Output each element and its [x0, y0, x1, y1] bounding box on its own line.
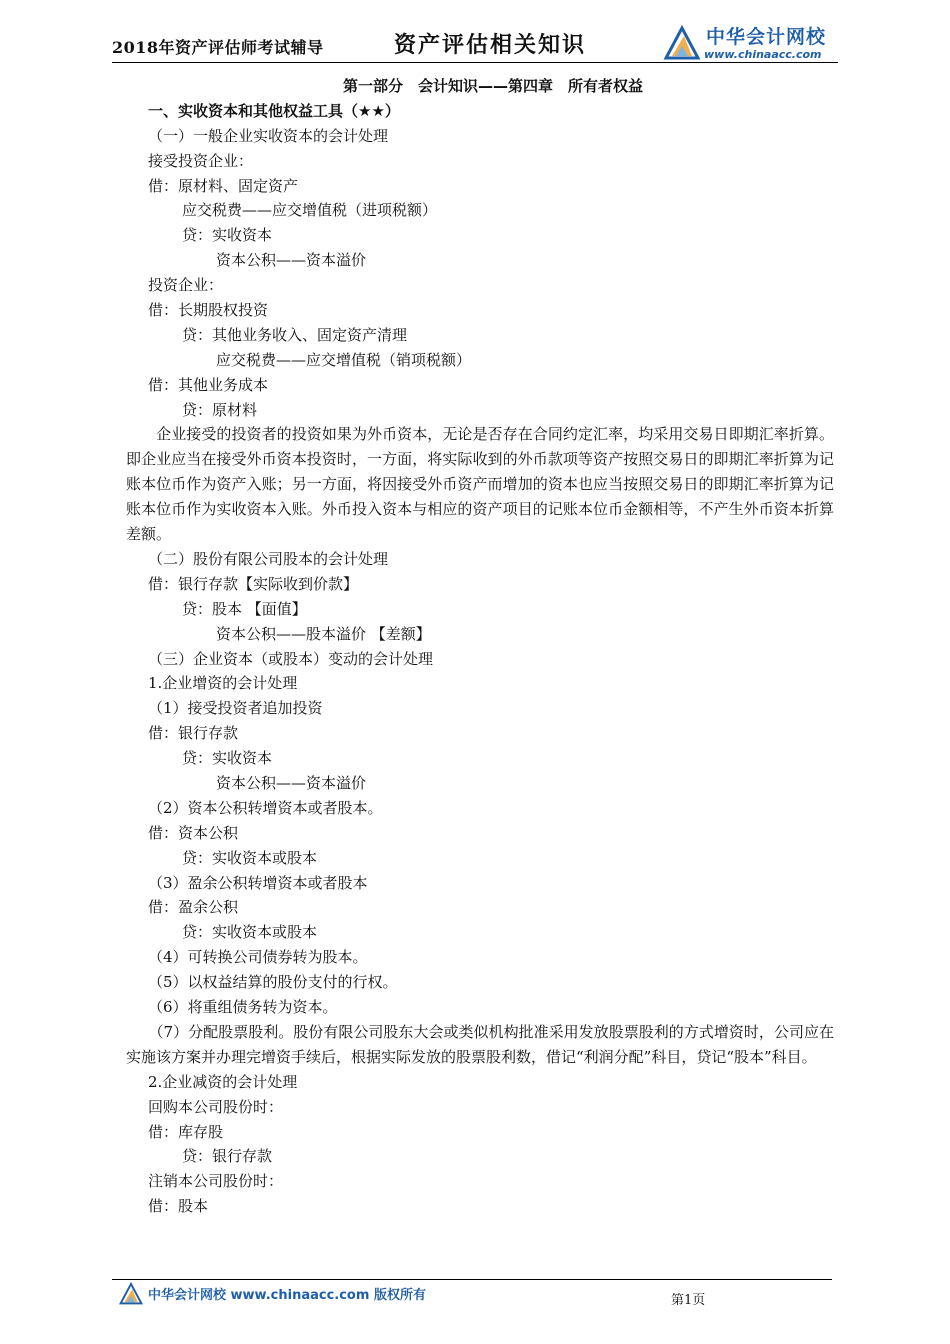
- text-line: 资本公积——资本溢价: [216, 251, 367, 270]
- header-brand-name: 中华会计网校: [706, 26, 827, 48]
- text-line: 接受投资企业：: [148, 151, 254, 170]
- text-line: （3）盈余公积转增资本或者股本: [148, 873, 368, 892]
- text-line: 借：库存股: [148, 1122, 224, 1141]
- page-header: [112, 18, 842, 62]
- footer-logo: [118, 1280, 426, 1306]
- text-line: （一）一般企业实收资本的会计处理: [148, 126, 389, 145]
- text-line: 借：其他业务成本: [148, 375, 269, 394]
- text-line: 注销本公司股份时：: [148, 1172, 284, 1191]
- text-line: （三）企业资本（或股本）变动的会计处理: [148, 649, 434, 668]
- text-line: （2）资本公积转增资本或者股本。: [148, 798, 383, 817]
- text-line: （6）将重组债务转为资本。: [148, 998, 338, 1017]
- page-number: 第1页: [671, 1293, 706, 1308]
- text-line: （4）可转换公司债券转为股本。: [148, 948, 368, 967]
- text-line: 借：银行存款: [148, 724, 239, 743]
- footer-copyright: 中华会计网校 www.chinaacc.com 版权所有: [148, 1288, 426, 1303]
- text-line: 借：银行存款【实际收到价款】: [148, 574, 359, 593]
- footer-logo-triangle-icon: [118, 1280, 144, 1306]
- document-body: [126, 74, 838, 1219]
- text-line: 资本公积——资本溢价: [216, 774, 367, 793]
- text-line: 贷：实收资本或股本: [182, 848, 318, 867]
- paragraph-foreign-capital: 企业接受的投资者的投资如果为外币资本，无论是否存在合同约定汇率，均采用交易日即期汇率折算。即企业应当在接受外币资本投资时，一方面，将实际收到的外币款项等资产按照交易日的即期汇率折算为记账本位币作为资产入账；另一方面，将因接受外币资产而增加的资本也应当按照交易日的即期汇率折算为记账本位币作为实收资本入账。外币投入资本与相应的资产项目的记账本位币金额相等，不产生外币资本折算差额。: [126, 425, 834, 544]
- header-brand-url: www.chinaacc.com: [704, 48, 822, 61]
- text-line: 借：原材料、固定资产: [148, 176, 299, 195]
- text-line: 1.企业增资的会计处理: [148, 674, 298, 693]
- header-logo: [662, 20, 838, 64]
- logo-triangle-icon: [662, 22, 702, 62]
- text-line: 资本公积——股本溢价 【差额】: [216, 624, 431, 643]
- text-line: （1）接受投资者追加投资: [148, 699, 323, 718]
- text-line: 贷：实收资本: [182, 226, 273, 245]
- text-line: 借：股本: [148, 1197, 209, 1216]
- paragraph-stock-dividend: （7）分配股票股利。股份有限公司股东大会或类似机构批准采用发放股票股利的方式增资时，公司应在实施该方案并办理完增资手续后，根据实际发放的股票股利数，借记“利润分配”科目，贷记“股本”科目。: [126, 1022, 834, 1066]
- header-course-title: 2018年资产评估师考试辅导: [112, 38, 324, 57]
- text-line: 投资企业：: [148, 276, 224, 295]
- text-line: 贷：股本 【面值】: [182, 599, 307, 618]
- text-line: 回购本公司股份时：: [148, 1097, 284, 1116]
- text-line: 贷：其他业务收入、固定资产清理: [182, 325, 408, 344]
- text-line: 2.企业减资的会计处理: [148, 1072, 298, 1091]
- text-line: 借：盈余公积: [148, 898, 239, 917]
- text-line: 贷：原材料: [182, 400, 258, 419]
- header-subject-title: 资产评估相关知识: [394, 32, 587, 58]
- text-line: 贷：银行存款: [182, 1147, 273, 1166]
- section-heading: 一、实收资本和其他权益工具（★★）: [148, 101, 400, 120]
- text-line: 贷：实收资本或股本: [182, 923, 318, 942]
- text-line: 应交税费——应交增值税（进项税额）: [182, 201, 438, 220]
- text-line: （5）以权益结算的股份支付的行权。: [148, 973, 398, 992]
- text-line: 贷：实收资本: [182, 749, 273, 768]
- text-line: （二）股份有限公司股本的会计处理: [148, 550, 389, 568]
- text-line: 借：资本公积: [148, 823, 239, 842]
- header-divider: [112, 62, 838, 63]
- text-line: 应交税费——应交增值税（销项税额）: [216, 350, 472, 369]
- chapter-title: 第一部分 会计知识——第四章 所有者权益: [342, 77, 643, 95]
- text-line: 借：长期股权投资: [148, 301, 269, 320]
